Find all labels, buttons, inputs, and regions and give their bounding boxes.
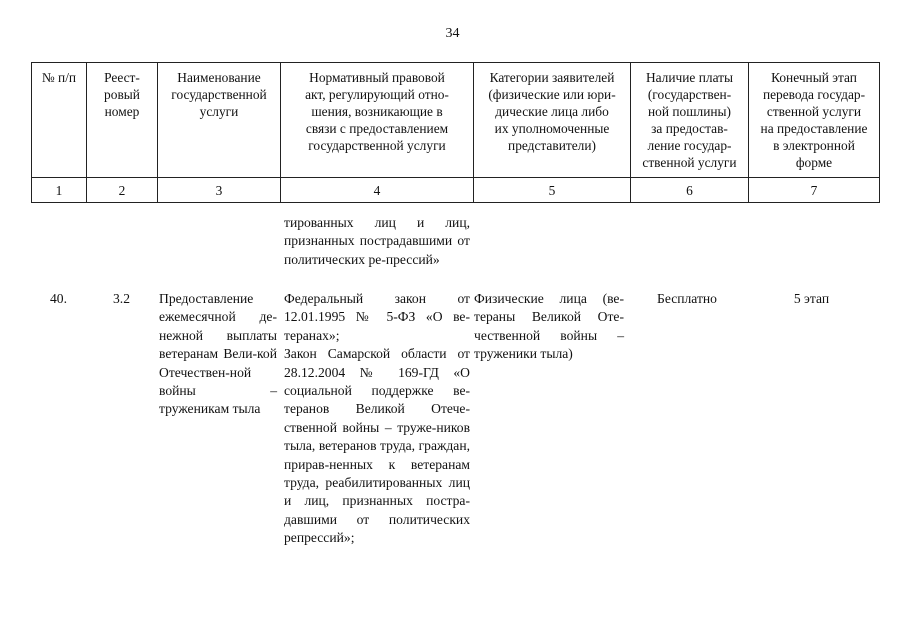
service-name: Предоставление ежемесячной де-нежной выплаты ветеранам Вели-кой Отечествен-ной войны – труженикам тыла (159, 291, 277, 417)
registry-number: 3.2 (113, 291, 130, 306)
header-cell-registry (87, 63, 158, 178)
header-row (32, 63, 880, 178)
column-number: 4 (281, 178, 474, 203)
column-number: 7 (749, 178, 880, 203)
header-cell-service-name (158, 63, 281, 178)
header-label: Наименование государственной услуги (171, 70, 267, 119)
header-label: Нормативный правовой акт, регулирующий отно- шения, возникающие в связи с предоставлением государственной услуги (305, 70, 449, 153)
header-label: Наличие платы (государствен- ной пошлины) за предостав- ление государ- ственной услуги (642, 70, 737, 170)
applicant-categories: Физические лица (ве-тераны Великой Оте-чественной войны – труженики тыла) (474, 291, 624, 362)
header-cell-number (32, 63, 87, 178)
header-label: Конечный этап перевода государ- ственной услуги на предоставление в электронной форме (760, 70, 868, 170)
row-number: 40. (50, 291, 67, 306)
header-label: Категории заявителей (физические или юри- дические лица либо их уполномоченные представители) (488, 70, 616, 153)
fee-value: Бесплатно (657, 291, 717, 306)
column-number: 1 (32, 178, 87, 203)
final-stage-value: 5 этап (793, 291, 830, 306)
header-label: Реест- ровый номер (104, 70, 140, 119)
column-number: 3 (158, 178, 281, 203)
column-number: 6 (631, 178, 749, 203)
header-cell-applicants (474, 63, 631, 178)
table-header (31, 62, 880, 203)
column-number: 5 (474, 178, 631, 203)
column-number-row (32, 178, 880, 203)
continuation-text: тированных лиц и лиц, признанных пострадавшими от политических ре-прессий» (284, 215, 470, 267)
column-number: 2 (87, 178, 158, 203)
page-number: 34 (445, 26, 460, 41)
header-cell-final-stage (749, 63, 880, 178)
header-label: № п/п (41, 70, 77, 85)
legal-acts: Федеральный закон от 12.01.1995 № 5-ФЗ «О ве-теранах»; Закон Самарской области от 28.12.2004 № 169-ГД «О социальной поддержке ве-теранов Великой Отече-ственной войны – труже-ников тыла, ветеранов труда, граждан, прирав-ненных к ветеранам труда, реабилитированных лиц и лиц, признанных постра-давшими от политических репрессий»; (284, 291, 470, 546)
header-cell-legal-acts (281, 63, 474, 178)
header-cell-fee (631, 63, 749, 178)
